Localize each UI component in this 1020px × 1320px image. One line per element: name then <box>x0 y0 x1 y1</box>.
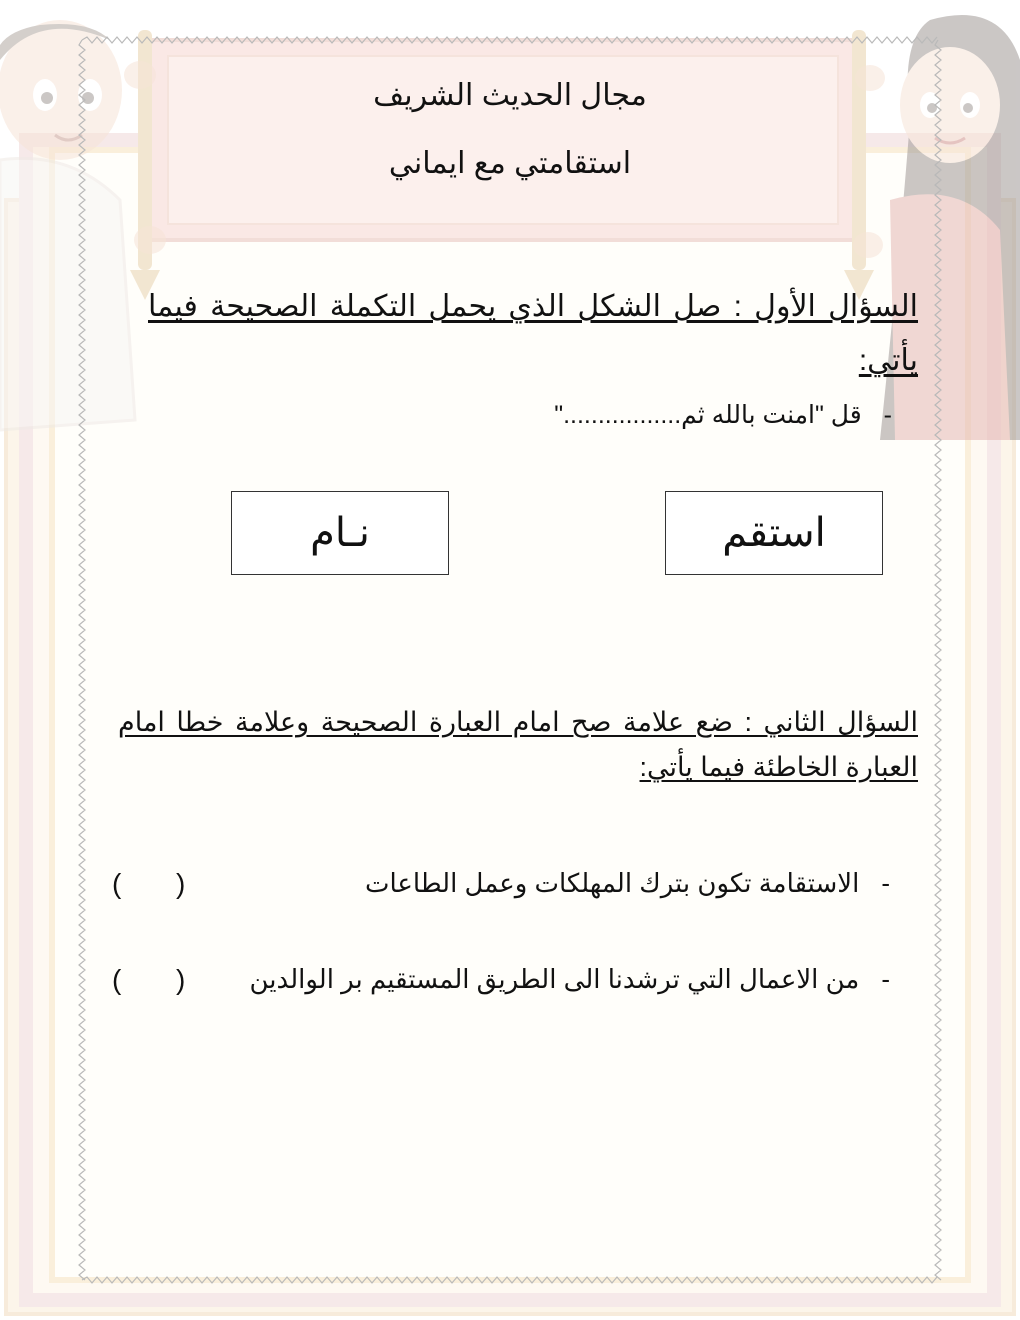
answer-option-label: نـام <box>310 511 370 555</box>
page-title: مجال الحديث الشريف <box>373 79 647 112</box>
question-2-prompt: السؤال الثاني : ضع علامة صح امام العبارة الصحيحة وعلامة خطا امام العبارة الخاطئة فيما يأتي: <box>118 707 918 782</box>
statement-row <box>250 964 890 995</box>
statement-bullet: - <box>881 964 890 994</box>
statement-text: الاستقامة تكون بترك المهلكات وعمل الطاعات <box>364 868 860 898</box>
answer-paren-close[interactable]: ) <box>112 868 122 899</box>
question-1-prompt: السؤال الأول : صل الشكل الذي يحمل التكملة الصحيحة فيما يأتي: <box>148 290 918 377</box>
item-bullet: - <box>883 401 892 429</box>
question-1-item-text: قل "امنت بالله ثم................." <box>554 401 862 429</box>
answer-paren-close[interactable]: ) <box>112 964 122 995</box>
question-1-item <box>554 400 892 430</box>
answer-option-box[interactable] <box>231 491 449 575</box>
answer-paren-open[interactable]: ( <box>176 868 186 899</box>
answer-paren-open[interactable]: ( <box>176 964 186 995</box>
answer-option-box[interactable] <box>665 491 883 575</box>
answer-option-label: استقم <box>722 511 826 555</box>
statement-text: من الاعمال التي ترشدنا الى الطريق المستقيم بر الوالدين <box>249 964 860 994</box>
statement-bullet: - <box>881 868 890 898</box>
page-subtitle: استقامتي مع ايماني <box>388 147 632 180</box>
statement-row <box>365 868 890 899</box>
